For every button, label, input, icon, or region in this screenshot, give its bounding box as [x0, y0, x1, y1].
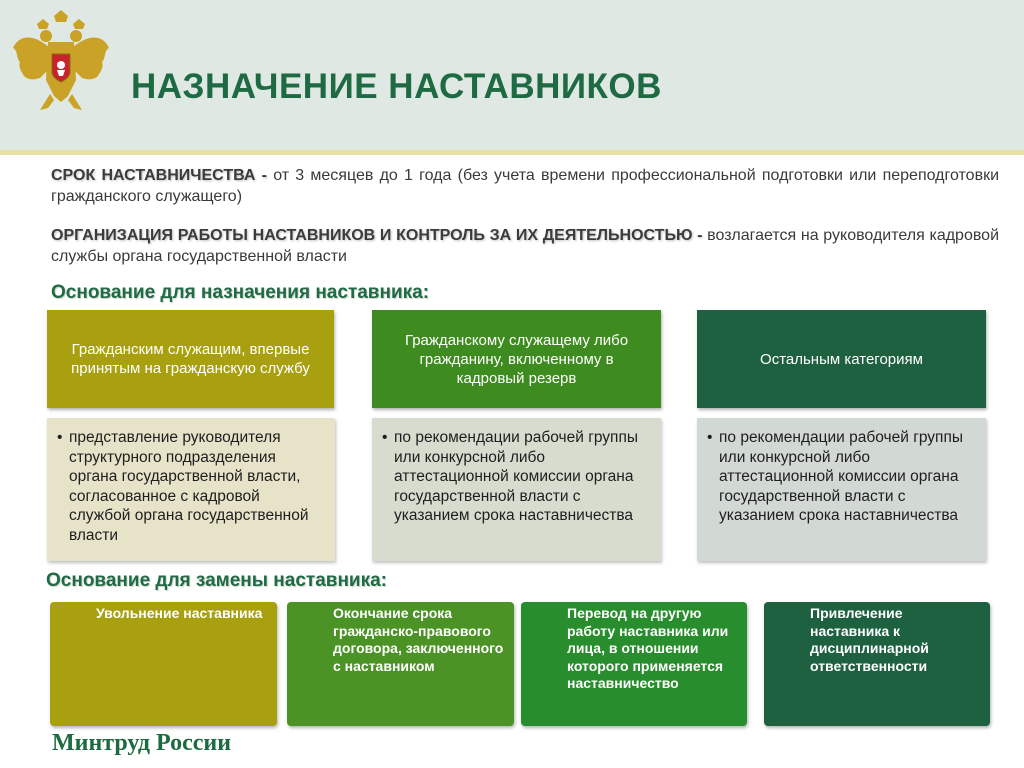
replacement-card-disciplinary: [764, 602, 990, 726]
term-paragraph: [51, 165, 999, 207]
term-lead: СРОК НАСТАВНИЧЕСТВА: [51, 167, 256, 184]
organization-lead: ОРГАНИЗАЦИЯ РАБОТЫ НАСТАВНИКОВ И КОНТРОЛЬ ЗА ИХ ДЕЯТЕЛЬНОСТЬЮ -: [51, 227, 703, 244]
page-title: НАЗНАЧЕНИЕ НАСТАВНИКОВ: [131, 67, 662, 106]
category-detail-text: по рекомендации рабочей группы или конкурсной либо аттестационной комиссии органа государственной власти с указанием срока наставничества: [719, 429, 963, 524]
header-divider: [0, 150, 1024, 155]
replacement-text: Увольнение наставника: [96, 605, 263, 621]
category-title: Остальным категориям: [760, 350, 923, 368]
category-card-first-hired: [47, 310, 334, 408]
replacement-text: Привлечение наставника к дисциплинарной ответственности: [810, 605, 929, 674]
replacement-heading: Основание для замены наставника:: [46, 570, 388, 591]
organization-text: возлагается на руководителя кадровой службы органа государственной власти: [51, 227, 999, 265]
category-detail-other: [697, 418, 986, 561]
appointment-heading: Основание для назначения наставника:: [51, 282, 430, 303]
category-card-other: [697, 310, 986, 408]
replacement-card-transfer: [521, 602, 747, 726]
category-card-reserve: [372, 310, 661, 408]
category-detail-text: представление руководителя структурного подразделения органа государственной власти, согласованное с кадровой службой органа государственной власти: [69, 429, 309, 544]
replacement-card-dismissal: [50, 602, 277, 726]
bullet-marker: •: [382, 429, 388, 446]
replacement-text: Окончание срока гражданско-правового договора, заключенного с наставником: [333, 605, 504, 674]
category-detail-first-hired: [47, 418, 335, 561]
category-title: Гражданскому служащему либо гражданину, включенному в кадровый резерв: [404, 331, 629, 387]
bullet-marker: •: [57, 429, 63, 446]
footer-brand: Минтруд России: [52, 730, 232, 756]
organization-paragraph: [51, 225, 999, 267]
bullet-marker: •: [707, 429, 713, 446]
term-text: от 3 месяцев до 1 года (без учета времени профессиональной подготовки или переподготовки гражданского служащего): [51, 167, 1000, 205]
category-detail-text: по рекомендации рабочей группы или конкурсной либо аттестационной комиссии органа государственной власти с указанием срока наставничества: [394, 429, 638, 524]
replacement-card-contract-end: [287, 602, 514, 726]
category-detail-reserve: [372, 418, 661, 561]
coat-of-arms-icon: [10, 10, 112, 120]
category-title: Гражданским служащим, впервые принятым на гражданскую службу: [71, 341, 310, 377]
term-dash: -: [255, 167, 274, 184]
replacement-text: Перевод на другую работу наставника или лица, в отношении которого применяется наставничество: [567, 605, 729, 691]
